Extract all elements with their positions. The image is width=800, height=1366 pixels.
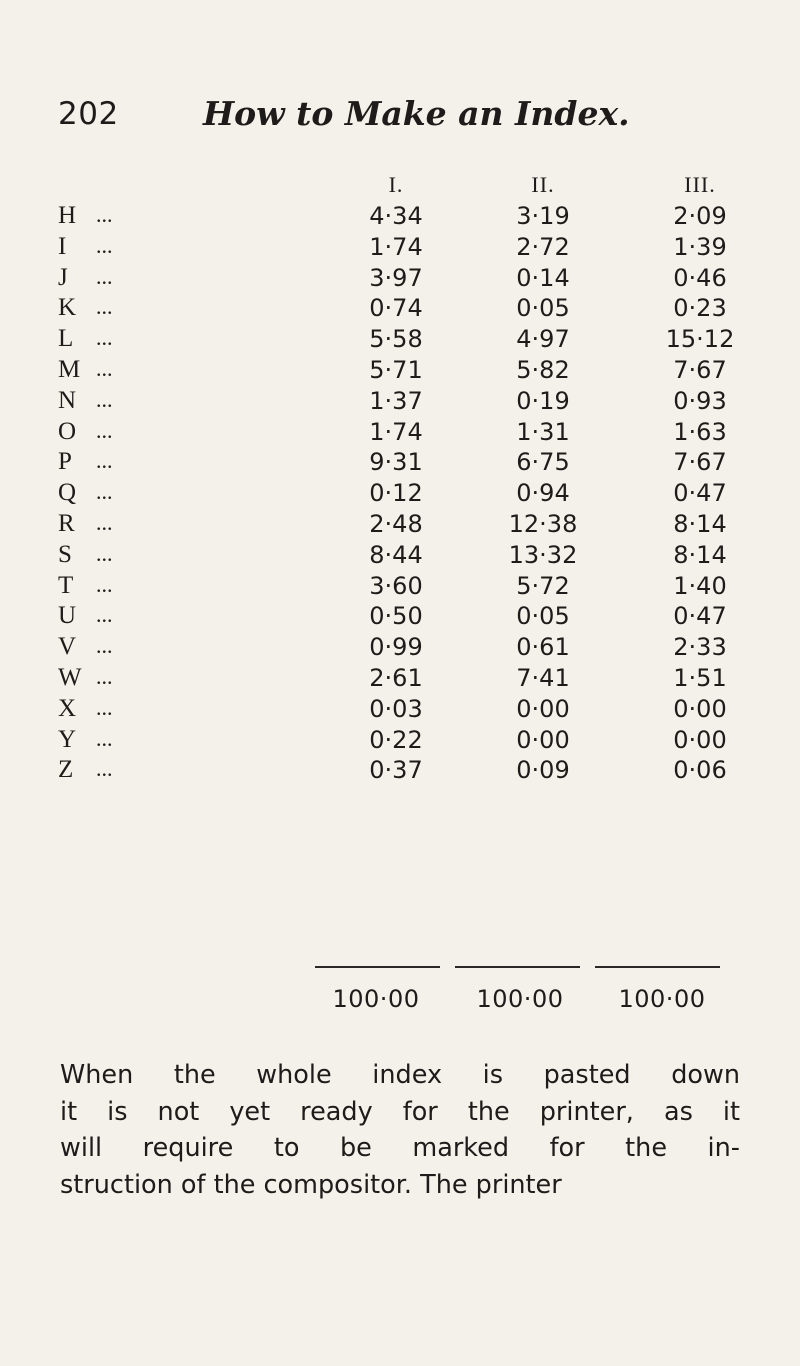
row-letter: R <box>58 509 75 537</box>
row-value-col-1: 1·74 <box>369 232 423 261</box>
table-row <box>0 229 800 260</box>
row-value-col-2: 2·72 <box>516 232 570 261</box>
total-rule-iii <box>595 966 720 968</box>
row-leader-dots: ... <box>96 571 113 597</box>
row-leader-dots: ... <box>96 325 113 351</box>
row-letter: S <box>58 540 72 568</box>
row-leader-dots: ... <box>96 725 113 751</box>
row-value-col-3: 0·47 <box>673 602 727 631</box>
table-body <box>0 198 800 783</box>
row-value-col-3: 15·12 <box>665 325 735 354</box>
table-row <box>0 383 800 414</box>
row-leader-dots: ... <box>96 756 113 782</box>
row-leader-dots: ... <box>96 663 113 689</box>
body-line: will require to be marked for the in- <box>60 1133 740 1163</box>
row-value-col-1: 8·44 <box>369 540 423 569</box>
row-value-col-1: 3·60 <box>369 571 423 600</box>
row-value-col-3: 0·00 <box>673 694 727 723</box>
row-value-col-3: 2·09 <box>673 202 727 230</box>
table-row <box>0 660 800 691</box>
table-row <box>0 198 800 229</box>
row-value-col-3: 1·51 <box>673 663 727 692</box>
total-iii: 100·00 <box>618 985 706 1013</box>
row-letter: J <box>58 263 68 291</box>
row-value-col-2: 0·09 <box>516 756 570 785</box>
row-leader-dots: ... <box>96 448 113 474</box>
row-value-col-1: 2·48 <box>369 509 423 538</box>
row-leader-dots: ... <box>96 417 113 443</box>
row-value-col-3: 0·23 <box>673 294 727 323</box>
row-letter: Z <box>58 756 74 784</box>
row-letter: P <box>58 448 72 476</box>
row-value-col-2: 13·32 <box>508 540 578 569</box>
running-title: How to Make an Index. <box>203 94 630 133</box>
row-value-col-2: 6·75 <box>516 448 570 477</box>
row-letter: T <box>58 571 74 599</box>
row-leader-dots: ... <box>96 386 113 412</box>
row-letter: H <box>58 202 77 229</box>
row-letter: Q <box>58 479 77 507</box>
row-value-col-1: 0·12 <box>369 479 423 508</box>
page-header <box>58 96 738 146</box>
row-leader-dots: ... <box>96 479 113 505</box>
table-row <box>0 691 800 722</box>
row-value-col-3: 1·39 <box>673 232 727 261</box>
row-value-col-1: 0·74 <box>369 294 423 323</box>
row-letter: N <box>58 386 77 414</box>
row-value-col-3: 7·67 <box>673 355 727 384</box>
row-value-col-1: 1·37 <box>369 386 423 415</box>
row-value-col-1: 4·34 <box>369 202 423 230</box>
row-leader-dots: ... <box>96 509 113 535</box>
row-value-col-3: 0·93 <box>673 386 727 415</box>
column-header-ii: II. <box>531 172 555 197</box>
table-row <box>0 629 800 660</box>
row-letter: W <box>58 663 82 691</box>
body-line: struction of the compositor. The printer <box>60 1169 562 1200</box>
row-leader-dots: ... <box>96 602 113 628</box>
column-header-iii: III. <box>684 172 716 197</box>
row-value-col-2: 0·61 <box>516 633 570 662</box>
row-value-col-2: 7·41 <box>516 663 570 692</box>
row-value-col-3: 2·33 <box>673 633 727 662</box>
table-row <box>0 260 800 291</box>
row-value-col-2: 0·05 <box>516 294 570 323</box>
total-rule-ii <box>455 966 580 968</box>
row-value-col-2: 1·31 <box>516 417 570 446</box>
row-letter: L <box>58 325 74 353</box>
row-value-col-2: 3·19 <box>516 202 570 230</box>
row-value-col-1: 9·31 <box>369 448 423 477</box>
table-row <box>0 722 800 753</box>
row-value-col-1: 2·61 <box>369 663 423 692</box>
row-value-col-3: 0·00 <box>673 725 727 754</box>
row-letter: M <box>58 355 81 383</box>
row-value-col-2: 12·38 <box>508 509 578 538</box>
row-value-col-3: 1·63 <box>673 417 727 446</box>
column-header-i: I. <box>388 172 404 197</box>
table-row <box>0 475 800 506</box>
total-i: 100·00 <box>332 985 420 1013</box>
table-row <box>0 444 800 475</box>
row-letter: X <box>58 694 77 722</box>
row-letter: O <box>58 417 77 445</box>
total-rule-i <box>315 966 440 968</box>
row-value-col-1: 5·58 <box>369 325 423 354</box>
row-value-col-1: 0·50 <box>369 602 423 631</box>
row-leader-dots: ... <box>96 355 113 381</box>
table-row <box>0 506 800 537</box>
row-value-col-2: 0·00 <box>516 725 570 754</box>
row-leader-dots: ... <box>96 694 113 720</box>
row-value-col-1: 0·22 <box>369 725 423 754</box>
row-value-col-1: 5·71 <box>369 355 423 384</box>
body-line: it is not yet ready for the printer, as it <box>60 1096 740 1127</box>
table-row <box>0 290 800 321</box>
row-letter: I <box>58 232 67 260</box>
row-value-col-3: 0·46 <box>673 263 727 292</box>
row-value-col-3: 7·67 <box>673 448 727 477</box>
row-value-col-1: 0·03 <box>369 694 423 723</box>
row-value-col-3: 8·14 <box>673 540 727 569</box>
body-paragraph <box>60 1057 740 1203</box>
row-leader-dots: ... <box>96 263 113 289</box>
page-number: 202 <box>58 96 119 132</box>
row-letter: K <box>58 294 77 322</box>
table-row <box>0 598 800 629</box>
row-leader-dots: ... <box>96 633 113 659</box>
table-row <box>0 752 800 783</box>
row-letter: V <box>58 633 77 661</box>
row-value-col-1: 3·97 <box>369 263 423 292</box>
row-leader-dots: ... <box>96 232 113 258</box>
row-leader-dots: ... <box>96 540 113 566</box>
row-value-col-1: 1·74 <box>369 417 423 446</box>
table-row <box>0 537 800 568</box>
row-value-col-3: 8·14 <box>673 509 727 538</box>
row-value-col-1: 0·37 <box>369 756 423 785</box>
table-row <box>0 321 800 352</box>
row-value-col-2: 0·14 <box>516 263 570 292</box>
table-row <box>0 568 800 599</box>
row-value-col-2: 0·00 <box>516 694 570 723</box>
row-value-col-3: 0·47 <box>673 479 727 508</box>
row-value-col-2: 0·94 <box>516 479 570 508</box>
table-row <box>0 414 800 445</box>
row-value-col-3: 1·40 <box>673 571 727 600</box>
row-value-col-2: 0·19 <box>516 386 570 415</box>
row-leader-dots: ... <box>96 294 113 320</box>
row-value-col-2: 5·82 <box>516 355 570 384</box>
row-value-col-2: 5·72 <box>516 571 570 600</box>
total-ii: 100·00 <box>476 985 564 1013</box>
row-leader-dots: ... <box>96 202 113 227</box>
row-value-col-1: 0·99 <box>369 633 423 662</box>
body-line: When the whole index is pasted down <box>60 1060 740 1090</box>
row-value-col-3: 0·06 <box>673 756 727 785</box>
row-value-col-2: 0·05 <box>516 602 570 631</box>
table-row <box>0 352 800 383</box>
row-letter: Y <box>58 725 77 753</box>
row-value-col-2: 4·97 <box>516 325 570 354</box>
row-letter: U <box>58 602 77 630</box>
